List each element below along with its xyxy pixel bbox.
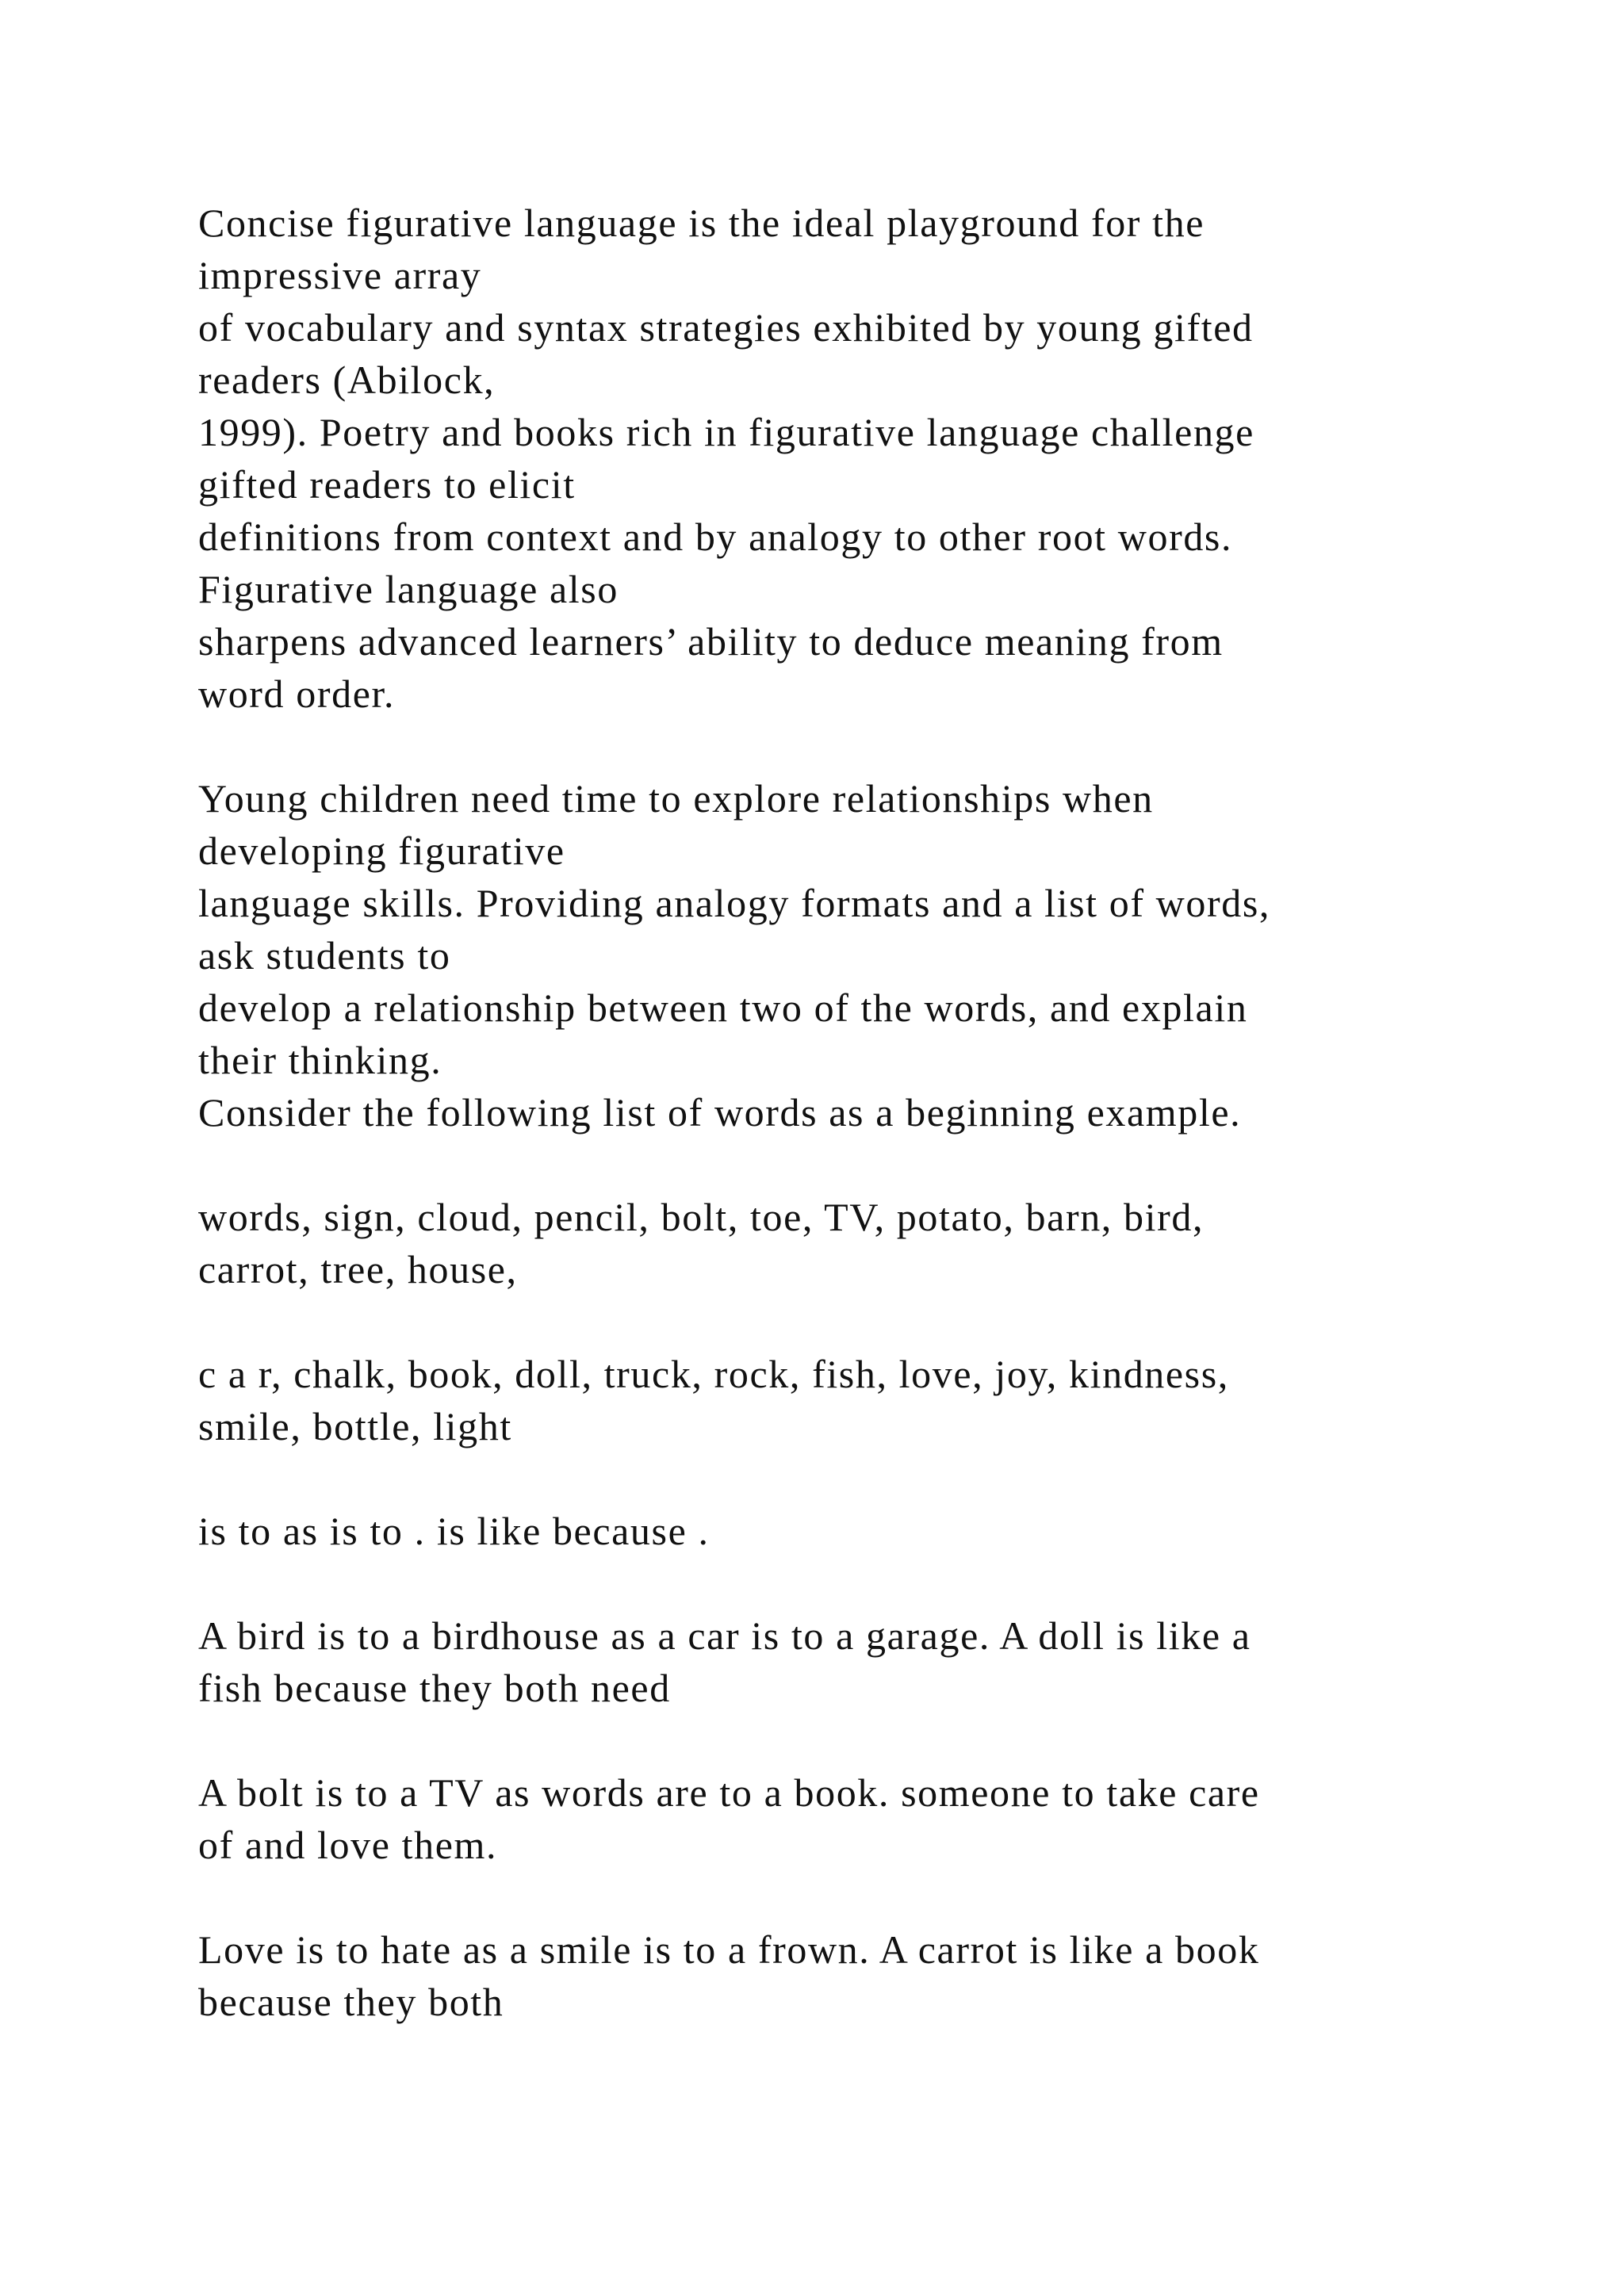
paragraph-gap: [198, 1871, 1435, 1923]
text-line: carrot, tree, house,: [198, 1247, 518, 1292]
text-line: Concise figurative language is the ideal playground for the: [198, 201, 1205, 245]
text-line: sharpens advanced learners’ ability to deduce meaning from: [198, 619, 1224, 664]
paragraph-gap: [198, 1557, 1435, 1609]
text-line: fish because they both need: [198, 1666, 671, 1710]
text-line: ask students to: [198, 933, 451, 978]
text-line: impressive array: [198, 253, 482, 297]
text-line: definitions from context and by analogy to other root words.: [198, 515, 1233, 559]
text-line: developing figurative: [198, 828, 565, 873]
text-line: smile, bottle, light: [198, 1404, 512, 1448]
body-text: [198, 197, 1435, 2028]
paragraph-gap: [198, 1138, 1435, 1191]
text-line: word order.: [198, 672, 396, 716]
text-line: of and love them.: [198, 1823, 498, 1867]
paragraph-gap: [198, 1295, 1435, 1348]
text-line: 1999). Poetry and books rich in figurative language challenge: [198, 410, 1254, 454]
text-line: Consider the following list of words as a beginning example.: [198, 1090, 1242, 1135]
text-line: words, sign, cloud, pencil, bolt, toe, TV, potato, barn, bird,: [198, 1195, 1205, 1239]
paragraph-gap: [198, 1714, 1435, 1766]
text-line: of vocabulary and syntax strategies exhibited by young gifted: [198, 305, 1254, 350]
text-line: because they both: [198, 1980, 504, 2024]
text-line: Love is to hate as a smile is to a frown. A carrot is like a book: [198, 1927, 1260, 1972]
text-line: A bolt is to a TV as words are to a book. someone to take care: [198, 1770, 1260, 1815]
text-line: Figurative language also: [198, 567, 619, 611]
text-line: their thinking.: [198, 1038, 442, 1082]
text-line: language skills. Providing analogy formats and a list of words,: [198, 881, 1270, 925]
text-line: Young children need time to explore relationships when: [198, 776, 1154, 821]
text-line: A bird is to a birdhouse as a car is to a garage. A doll is like a: [198, 1613, 1251, 1658]
text-line: readers (Abilock,: [198, 358, 496, 402]
text-line: is to as is to . is like because .: [198, 1509, 710, 1553]
text-line: gifted readers to elicit: [198, 462, 576, 507]
text-line: c a r, chalk, book, doll, truck, rock, fish, love, joy, kindness,: [198, 1352, 1229, 1396]
paragraph-gap: [198, 1452, 1435, 1505]
text-line: develop a relationship between two of the words, and explain: [198, 985, 1248, 1030]
paragraph-gap: [198, 720, 1435, 772]
